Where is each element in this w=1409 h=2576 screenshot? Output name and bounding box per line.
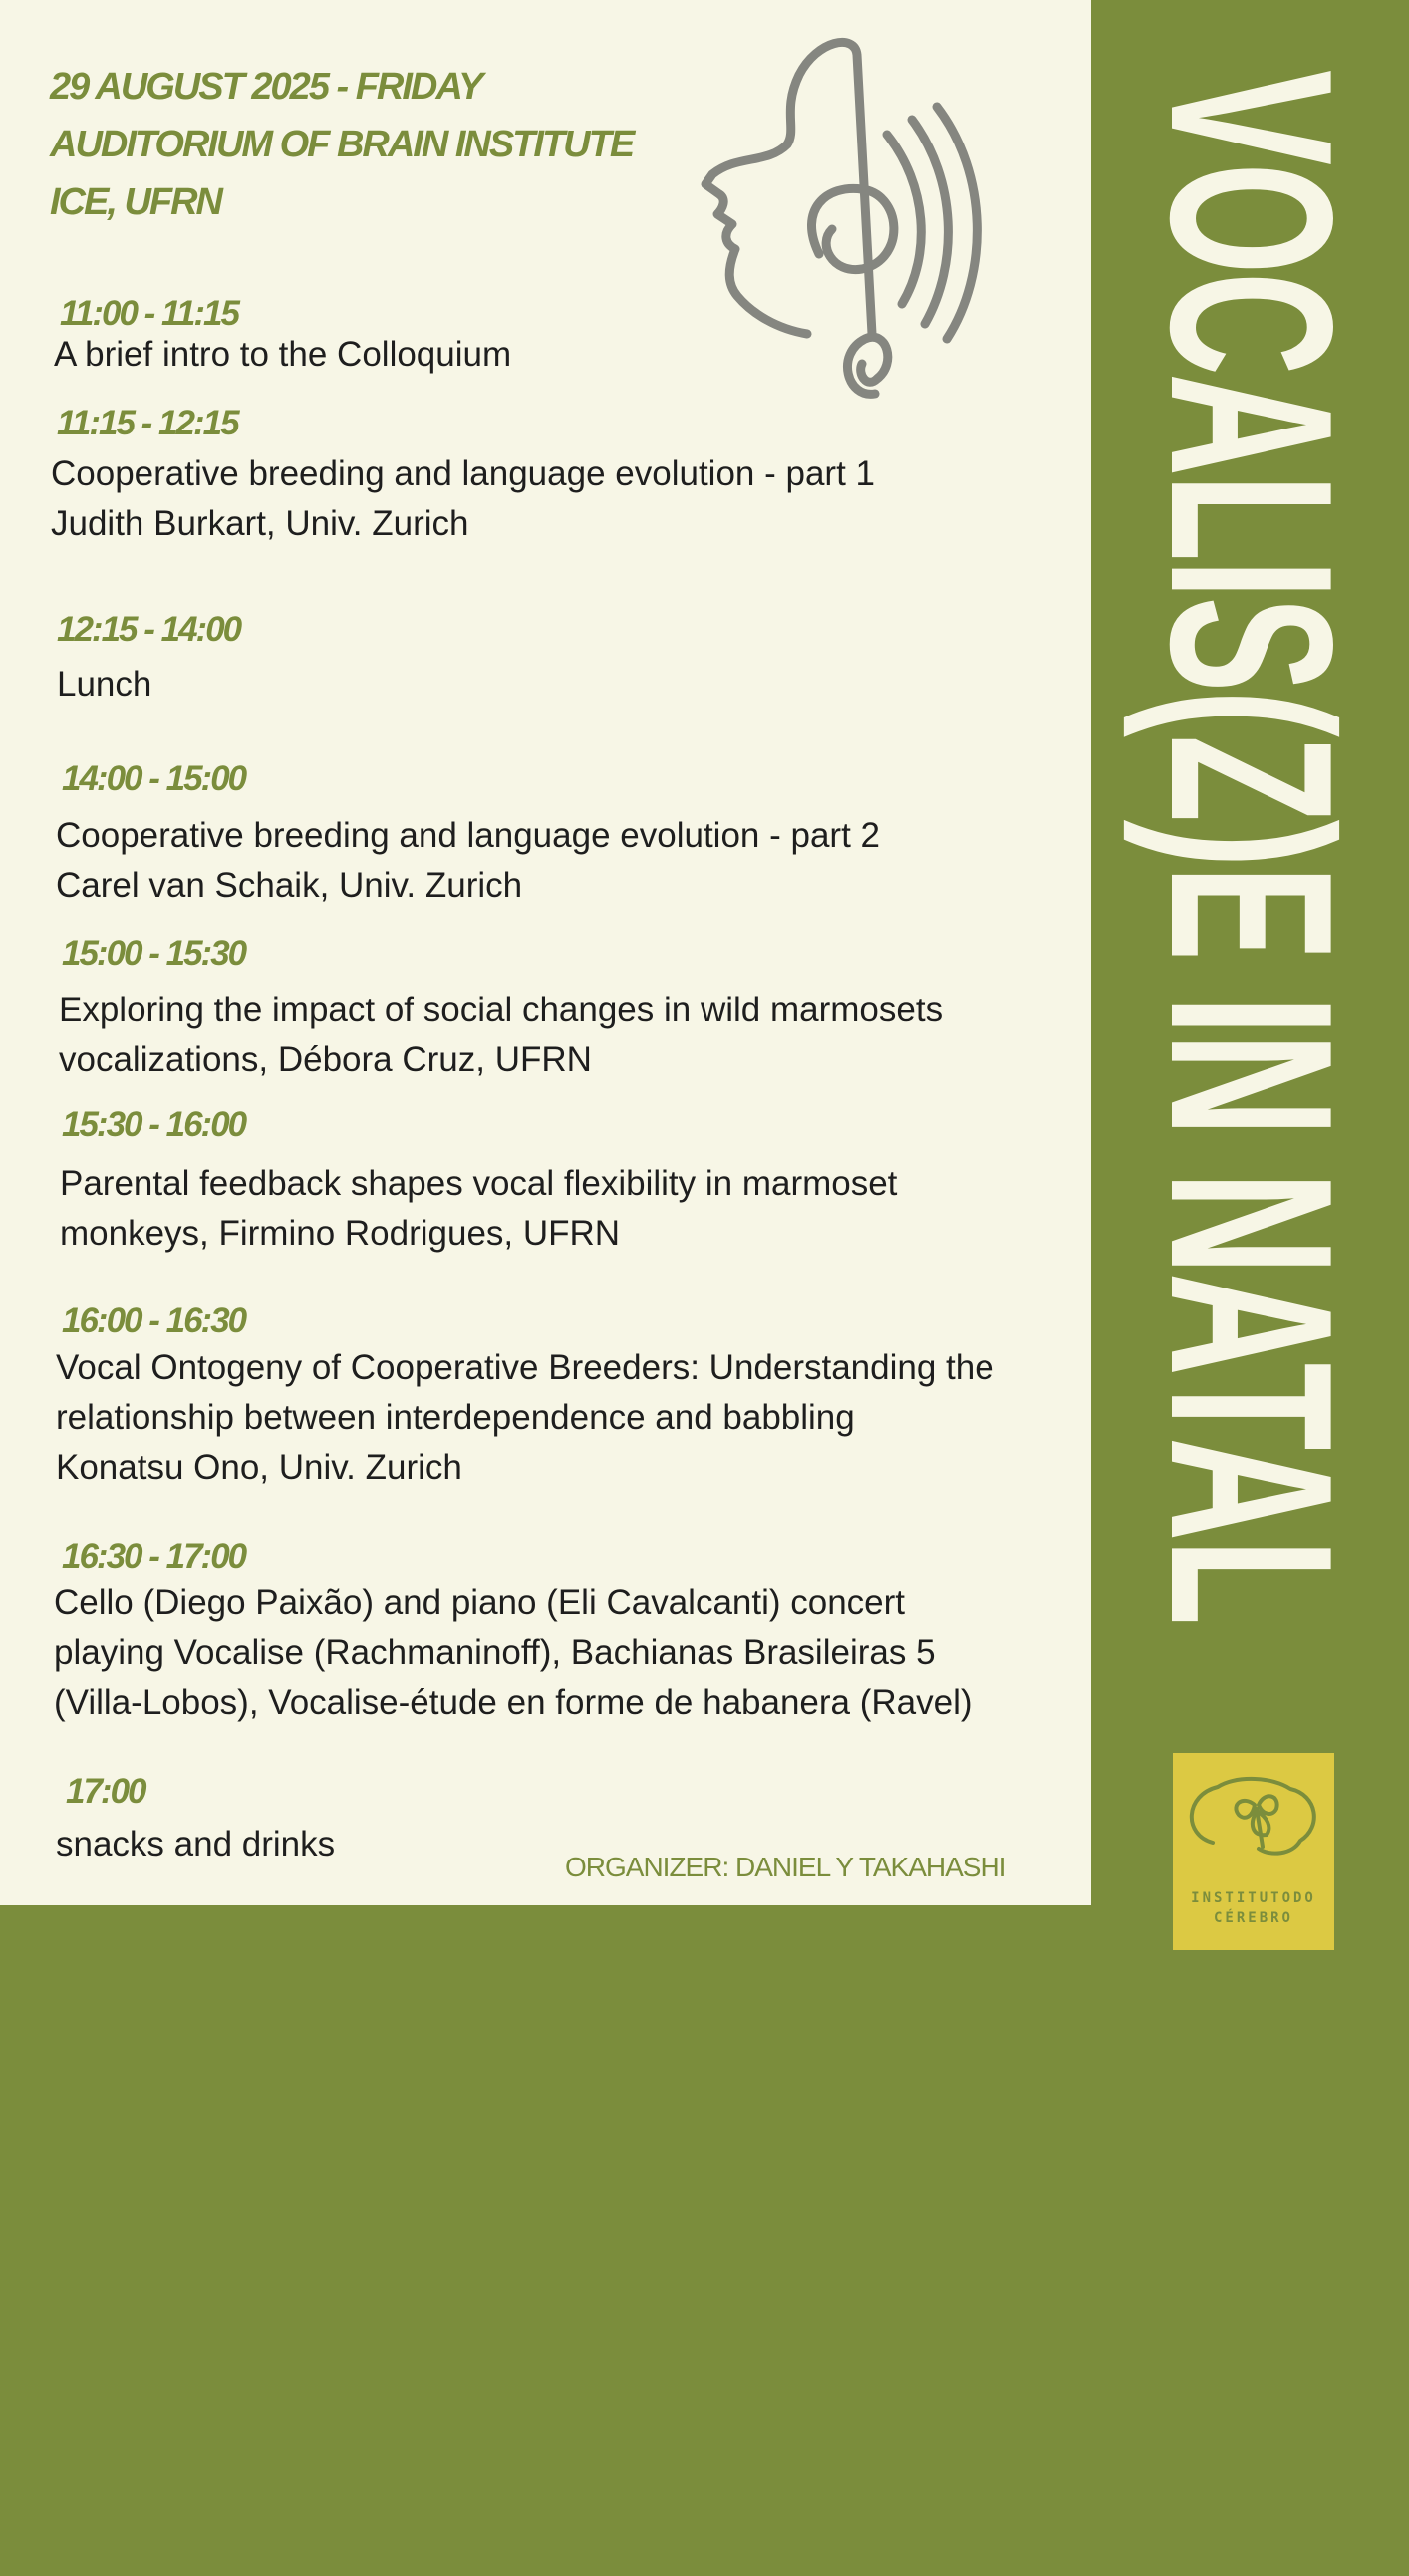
session-title: Cooperative breeding and language evolution - part 1 [51,454,875,493]
schedule-item-6 [62,1105,897,1259]
session-speaker: monkeys, Firmino Rodrigues, UFRN [60,1214,621,1253]
schedule-item-5 [59,934,944,1085]
time-slot: 11:00 - 11:15 [60,294,238,333]
time-slot: 16:30 - 17:00 [62,1537,246,1575]
institute-name-line1: INSTITUTODO [1191,1890,1316,1906]
session-title: Cello (Diego Paixão) and piano (Eli Cavalcanti) concert [54,1583,906,1622]
event-title [1122,70,1380,2576]
schedule-item-7 [56,1301,994,1493]
session-title: Exploring the impact of social changes in wild marmosets [59,991,944,1029]
schedule-item-8 [54,1537,973,1728]
event-place: ICE, UFRN [50,181,221,223]
event-date: 29 AUGUST 2025 - FRIDAY [50,66,482,108]
institute-logo [1173,1753,1334,1950]
session-title: (Villa-Lobos), Vocalise-étude en forme de habanera (Ravel) [54,1683,973,1722]
time-slot: 11:15 - 12:15 [57,404,238,442]
session-title: A brief intro to the Colloquium [54,335,512,374]
time-slot: 12:15 - 14:00 [57,610,241,649]
time-slot: 15:00 - 15:30 [62,934,246,973]
session-speaker: Carel van Schaik, Univ. Zurich [56,866,523,905]
time-slot: 15:30 - 16:00 [62,1105,246,1144]
session-speaker: vocalizations, Débora Cruz, UFRN [59,1040,592,1079]
session-title: playing Vocalise (Rachmaninoff), Bachianas Brasileiras 5 [54,1633,936,1672]
face-treble-clef-icon [698,35,986,404]
session-title: Cooperative breeding and language evolution - part 2 [56,816,880,855]
institute-name-line2: CÉREBRO [1213,1910,1293,1926]
schedule-item-1 [54,294,512,380]
time-slot: 14:00 - 15:00 [62,759,246,798]
event-venue: AUDITORIUM OF BRAIN INSTITUTE [50,124,634,165]
schedule-item-9 [56,1772,336,1869]
session-title: snacks and drinks [56,1825,336,1863]
organizer-credit: ORGANIZER: DANIEL Y TAKAHASHI [565,1852,1006,1882]
schedule-item-4 [56,759,880,911]
session-title: Vocal Ontogeny of Cooperative Breeders: Understanding the [56,1348,994,1387]
event-title-text: VOCALIS(Z)E IN NATAL [1122,70,1380,1624]
event-header [50,58,633,231]
schedule-item-3 [57,610,240,710]
schedule-item-2 [51,404,875,549]
session-speaker: Judith Burkart, Univ. Zurich [51,504,469,543]
session-speaker: Konatsu Ono, Univ. Zurich [56,1448,462,1487]
session-title: Parental feedback shapes vocal flexibility in marmoset [60,1164,898,1203]
brain-leaf-icon [1173,1765,1334,1874]
time-slot: 17:00 [66,1772,145,1811]
time-slot: 16:00 - 16:30 [62,1301,246,1340]
session-title: Lunch [57,665,152,704]
session-title: relationship between interdependence and babbling [56,1398,855,1437]
